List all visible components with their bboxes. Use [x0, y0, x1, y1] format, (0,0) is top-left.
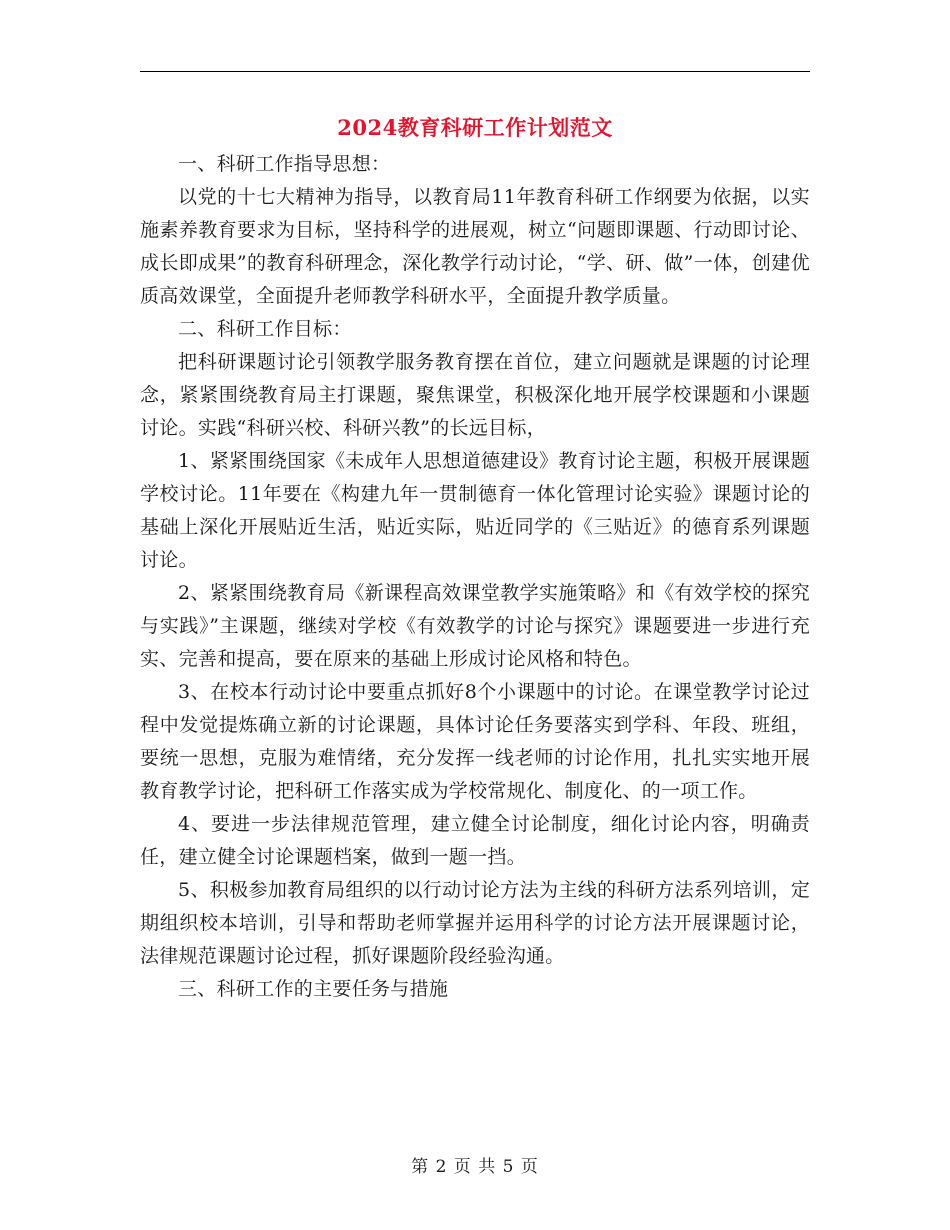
paragraph-work-goals: 把科研课题讨论引领教学服务教育摆在首位，建立问题就是课题的讨论理念，紧紧围绕教育局主打课题，聚焦课堂，积极深化地开展学校课题和小课题讨论。实践“科研兴校、科研兴教”的长远目标，	[140, 351, 810, 439]
list-item-2: 2、紧紧围绕教育局《新课程高效课堂教学实施策略》和《有效学校的探究与实践》”主课题，继续对学校《有效教学的讨论与探究》课题要进一步进行充实、完善和提高，要在原来的基础上形成讨论风格和特色。	[140, 582, 810, 670]
list-item-1: 1、紧紧围绕国家《未成年人思想道德建设》教育讨论主题，积极开展课题学校讨论。11年要在《构建九年一贯制德育一体化管理讨论实验》课题讨论的基础上深化开展贴近生活，贴近实际，贴近同学的《三贴近》的德育系列课题讨论。	[140, 450, 810, 571]
header-rule	[140, 71, 810, 72]
paragraph-guiding-ideology: 以党的十七大精神为指导，以教育局11年教育科研工作纲要为依据，以实施素养教育要求为目标，坚持科学的进展观，树立“问题即课题、行动即讨论、成长即成果”的教育科研理念，深化教学行动讨论，“学、研、做”一体，创建优质高效课堂，全面提升老师教学科研水平，全面提升教学质量。	[140, 186, 810, 307]
heading-tasks-measures: 三、科研工作的主要任务与措施	[178, 978, 449, 1000]
document-body	[140, 108, 810, 1006]
list-item-4: 4、要进一步法律规范管理，建立健全讨论制度，细化讨论内容，明确责任，建立健全讨论课题档案，做到一题一挡。	[140, 813, 810, 868]
list-item-3: 3、在校本行动讨论中要重点抓好8个小课题中的讨论。在课堂教学讨论过程中发觉提炼确立新的讨论课题，具体讨论任务要落实到学科、年段、班组，要统一思想，克服为难情绪，充分发挥一线老师的讨论作用，扎扎实实地开展教育教学讨论，把科研工作落实成为学校常规化、制度化、的一项工作。	[140, 681, 810, 802]
heading-guiding-ideology: 一、科研工作指导思想：	[178, 153, 391, 175]
document-title: 2024教育科研工作计划范文	[337, 115, 613, 140]
list-item-5: 5、积极参加教育局组织的以行动讨论方法为主线的科研方法系列培训，定期组织校本培训，引导和帮助老师掌握并运用科学的讨论方法开展课题讨论，法律规范课题讨论过程，抓好课题阶段经验沟通。	[140, 879, 810, 967]
page-number: 第 2 页 共 5 页	[411, 1157, 539, 1177]
heading-work-goals: 二、科研工作目标：	[178, 318, 352, 340]
